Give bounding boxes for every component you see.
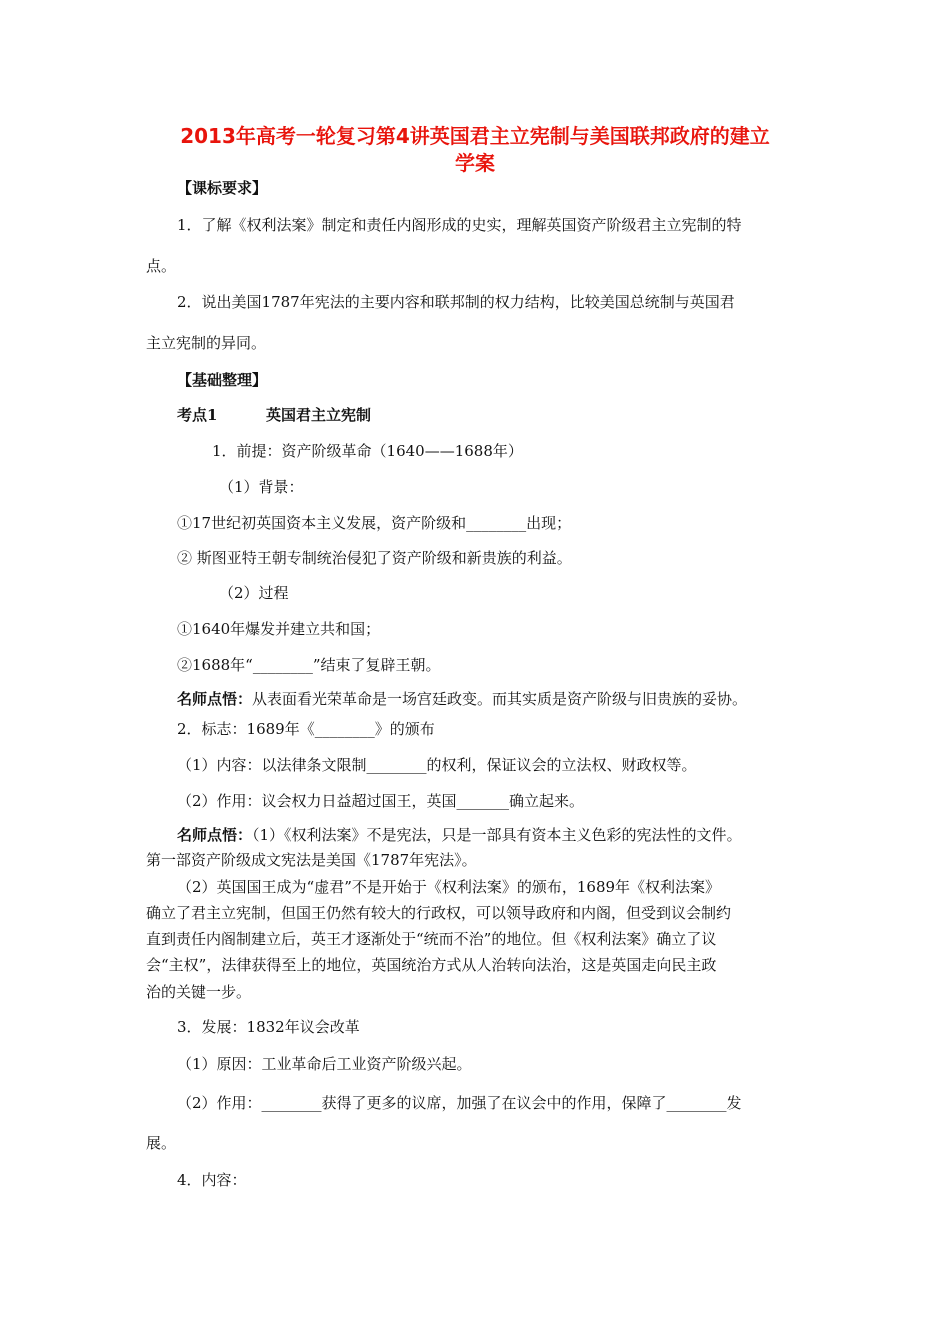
mingshi-para2-line3: 直到责任内阁制建立后，英王才逐渐处于“统而不治”的地位。但《权利法案》确立了议 bbox=[146, 930, 717, 948]
document-title-line1: 2013年高考一轮复习第4讲英国君主立宪制与美国联邦政府的建立 bbox=[180, 124, 770, 148]
neirong-line: （1）内容：以法律条文限制________的权利，保证议会的立法权、财政权等。 bbox=[177, 756, 697, 774]
zuoyong-line: （2）作用：议会权力日益超过国王，英国_______确立起来。 bbox=[177, 792, 585, 810]
kebiao-heading: 【课标要求】 bbox=[177, 179, 268, 197]
mingshi-para2-line5: 治的关键一步。 bbox=[146, 983, 252, 1001]
kebiao-item-1-line2: 点。 bbox=[146, 257, 177, 275]
qianti-line: 1．前提：资产阶级革命（1640——1688年） bbox=[212, 442, 523, 460]
document-title-line2: 学案 bbox=[455, 151, 495, 175]
jichu-heading: 【基础整理】 bbox=[177, 371, 268, 389]
mingshi-note-2-line1 bbox=[177, 825, 742, 845]
mingshi-note-2-label: 名师点悟： bbox=[177, 826, 253, 844]
mingshi-note-1 bbox=[177, 689, 747, 709]
guocheng-item-2: ②1688年“________”结束了复辟王朝。 bbox=[177, 656, 441, 674]
kaodian-title: 英国君主立宪制 bbox=[266, 406, 372, 424]
mingshi-para2-line4: 会“主权”，法律获得至上的地位，英国统治方式从人治转向法治，这是英国走向民主政 bbox=[146, 956, 717, 974]
kaodian-label: 考点1 bbox=[177, 406, 218, 424]
biaozhi-line: 2．标志：1689年《________》的颁布 bbox=[177, 720, 435, 738]
kebiao-item-1-line1: 1．了解《权利法案》制定和责任内阁形成的史实，理解英国资产阶级君主立宪制的特 bbox=[177, 216, 742, 234]
zuoyong2-line1: （2）作用：________获得了更多的议席，加强了在议会中的作用，保障了________发 bbox=[177, 1094, 742, 1112]
mingshi-para2-line2: 确立了君主立宪制，但国王仍然有较大的行政权，可以领导政府和内阁，但受到议会制约 bbox=[146, 904, 732, 922]
beijing-item-2: ② 斯图亚特王朝专制统治侵犯了资产阶级和新贵族的利益。 bbox=[177, 549, 572, 567]
mingshi-note-2-text1: （1）《权利法案》不是宪法，只是一部具有资本主义色彩的宪法性的文件。 bbox=[252, 826, 742, 844]
neirong4-line: 4．内容： bbox=[177, 1171, 247, 1189]
guocheng-heading: （2）过程 bbox=[219, 584, 289, 602]
kebiao-item-2-line2: 主立宪制的异同。 bbox=[146, 334, 267, 352]
yuanyin-line: （1）原因：工业革命后工业资产阶级兴起。 bbox=[177, 1055, 472, 1073]
mingshi-para2-line1: （2）英国国王成为“虚君”不是开始于《权利法案》的颁布，1689年《权利法案》 bbox=[177, 878, 721, 896]
kebiao-item-2-line1: 2．说出美国1787年宪法的主要内容和联邦制的权力结构，比较美国总统制与英国君 bbox=[177, 293, 735, 311]
zuoyong2-line2: 展。 bbox=[146, 1134, 177, 1152]
mingshi-note-1-text: 从表面看光荣革命是一场宫廷政变。而其实质是资产阶级与旧贵族的妥协。 bbox=[252, 690, 748, 708]
beijing-item-1: ①17世纪初英国资本主义发展，资产阶级和________出现； bbox=[177, 514, 572, 532]
fazhan-line: 3．发展：1832年议会改革 bbox=[177, 1018, 360, 1036]
mingshi-note-1-label: 名师点悟： bbox=[177, 690, 253, 708]
mingshi-note-2-line2: 第一部资产阶级成文宪法是美国《1787年宪法》。 bbox=[146, 851, 477, 869]
beijing-heading: （1）背景： bbox=[219, 478, 304, 496]
guocheng-item-1: ①1640年爆发并建立共和国； bbox=[177, 620, 381, 638]
